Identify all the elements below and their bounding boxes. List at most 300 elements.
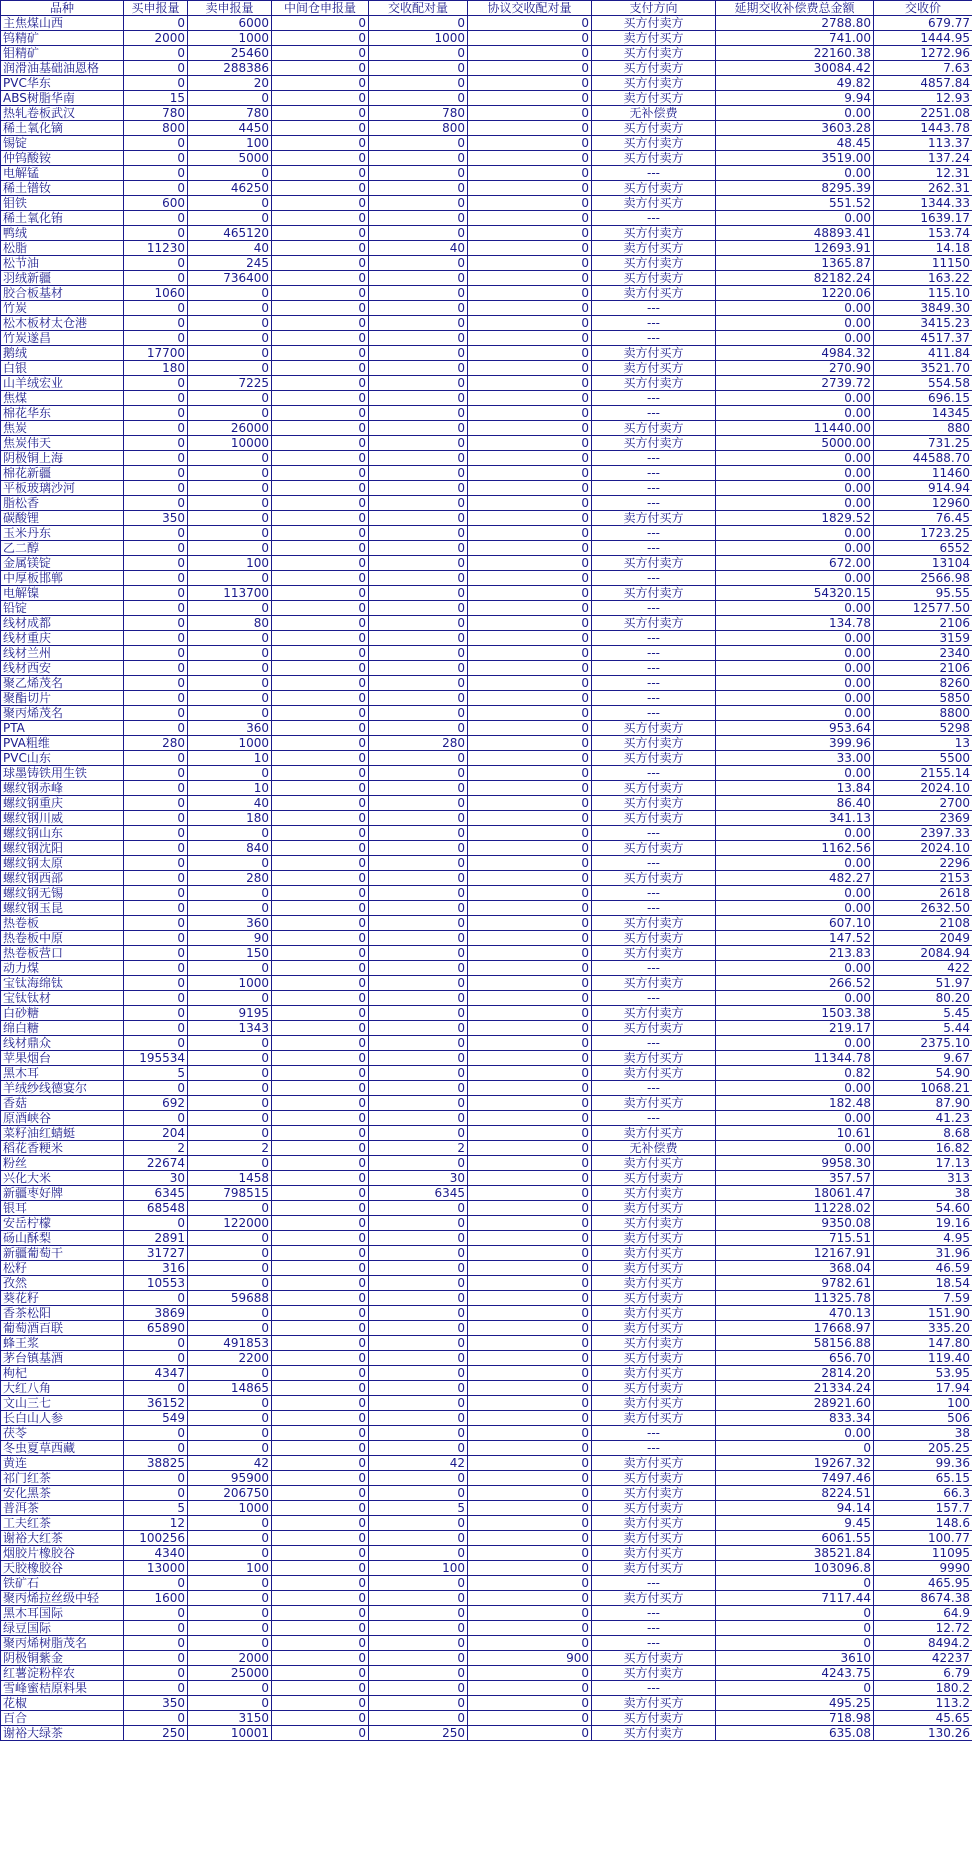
sell-qty-cell: 0 bbox=[188, 1126, 272, 1141]
compensation-total-cell: 9.45 bbox=[716, 1516, 874, 1531]
payment-direction-cell: 买方付卖方 bbox=[592, 151, 716, 166]
compensation-total-cell: 48893.41 bbox=[716, 226, 874, 241]
settlement-price-cell: 1723.25 bbox=[874, 526, 972, 541]
agreement-matched-qty-cell: 0 bbox=[468, 1486, 592, 1501]
settlement-price-cell: 7.59 bbox=[874, 1291, 972, 1306]
matched-qty-cell: 0 bbox=[369, 901, 468, 916]
intermediate-qty-cell: 0 bbox=[272, 766, 369, 781]
buy-qty-cell: 0 bbox=[124, 721, 188, 736]
compensation-total-cell: 30084.42 bbox=[716, 61, 874, 76]
agreement-matched-qty-cell: 0 bbox=[468, 361, 592, 376]
buy-qty-cell: 549 bbox=[124, 1411, 188, 1426]
sell-qty-cell: 0 bbox=[188, 1261, 272, 1276]
compensation-total-cell: 0.00 bbox=[716, 961, 874, 976]
intermediate-qty-cell: 0 bbox=[272, 841, 369, 856]
sell-qty-cell: 0 bbox=[188, 1201, 272, 1216]
variety-cell: 螺纹钢山东 bbox=[1, 826, 124, 841]
sell-qty-cell: 0 bbox=[188, 1111, 272, 1126]
settlement-price-cell: 38 bbox=[874, 1186, 972, 1201]
buy-qty-cell: 65890 bbox=[124, 1321, 188, 1336]
agreement-matched-qty-cell: 0 bbox=[468, 601, 592, 616]
table-row bbox=[1, 1081, 972, 1096]
agreement-matched-qty-cell: 0 bbox=[468, 1036, 592, 1051]
matched-qty-cell: 0 bbox=[369, 451, 468, 466]
payment-direction-cell: 买方付卖方 bbox=[592, 181, 716, 196]
compensation-total-cell: 7497.46 bbox=[716, 1471, 874, 1486]
buy-qty-cell: 0 bbox=[124, 1006, 188, 1021]
buy-qty-cell: 0 bbox=[124, 1636, 188, 1651]
settlement-price-cell: 100 bbox=[874, 1396, 972, 1411]
table-row bbox=[1, 1036, 972, 1051]
buy-qty-cell: 0 bbox=[124, 1666, 188, 1681]
compensation-total-cell: 741.00 bbox=[716, 31, 874, 46]
sell-qty-cell: 3150 bbox=[188, 1711, 272, 1726]
table-row bbox=[1, 586, 972, 601]
table-row bbox=[1, 766, 972, 781]
intermediate-qty-cell: 0 bbox=[272, 901, 369, 916]
buy-qty-cell: 195534 bbox=[124, 1051, 188, 1066]
payment-direction-cell: 买方付卖方 bbox=[592, 16, 716, 31]
buy-qty-cell: 0 bbox=[124, 1336, 188, 1351]
sell-qty-cell: 1000 bbox=[188, 31, 272, 46]
variety-cell: 黄连 bbox=[1, 1456, 124, 1471]
agreement-matched-qty-cell: 0 bbox=[468, 826, 592, 841]
agreement-matched-qty-cell: 0 bbox=[468, 31, 592, 46]
buy-qty-cell: 13000 bbox=[124, 1561, 188, 1576]
col-header-sell-qty: 卖申报量 bbox=[188, 1, 272, 16]
variety-cell: 阴极铜紫金 bbox=[1, 1651, 124, 1666]
buy-qty-cell: 0 bbox=[124, 856, 188, 871]
buy-qty-cell: 68548 bbox=[124, 1201, 188, 1216]
agreement-matched-qty-cell: 0 bbox=[468, 976, 592, 991]
table-row bbox=[1, 1411, 972, 1426]
table-row bbox=[1, 646, 972, 661]
buy-qty-cell: 204 bbox=[124, 1126, 188, 1141]
sell-qty-cell: 122000 bbox=[188, 1216, 272, 1231]
compensation-total-cell: 21334.24 bbox=[716, 1381, 874, 1396]
compensation-total-cell: 11325.78 bbox=[716, 1291, 874, 1306]
intermediate-qty-cell: 0 bbox=[272, 1231, 369, 1246]
agreement-matched-qty-cell: 0 bbox=[468, 1426, 592, 1441]
settlement-price-cell: 76.45 bbox=[874, 511, 972, 526]
payment-direction-cell: 卖方付买方 bbox=[592, 1396, 716, 1411]
compensation-total-cell: 2814.20 bbox=[716, 1366, 874, 1381]
buy-qty-cell: 0 bbox=[124, 211, 188, 226]
intermediate-qty-cell: 0 bbox=[272, 1576, 369, 1591]
variety-cell: 工夫红茶 bbox=[1, 1516, 124, 1531]
settlement-price-cell: 8260 bbox=[874, 676, 972, 691]
compensation-total-cell: 4243.75 bbox=[716, 1666, 874, 1681]
payment-direction-cell: --- bbox=[592, 526, 716, 541]
sell-qty-cell: 1000 bbox=[188, 1501, 272, 1516]
matched-qty-cell: 0 bbox=[369, 766, 468, 781]
intermediate-qty-cell: 0 bbox=[272, 1171, 369, 1186]
table-row bbox=[1, 886, 972, 901]
compensation-total-cell: 0 bbox=[716, 1681, 874, 1696]
sell-qty-cell: 42 bbox=[188, 1456, 272, 1471]
intermediate-qty-cell: 0 bbox=[272, 511, 369, 526]
sell-qty-cell: 0 bbox=[188, 1066, 272, 1081]
variety-cell: 枸杞 bbox=[1, 1366, 124, 1381]
table-row bbox=[1, 1486, 972, 1501]
intermediate-qty-cell: 0 bbox=[272, 1681, 369, 1696]
sell-qty-cell: 360 bbox=[188, 916, 272, 931]
settlement-price-cell: 163.22 bbox=[874, 271, 972, 286]
compensation-total-cell: 470.13 bbox=[716, 1306, 874, 1321]
sell-qty-cell: 0 bbox=[188, 631, 272, 646]
table-row bbox=[1, 211, 972, 226]
intermediate-qty-cell: 0 bbox=[272, 136, 369, 151]
payment-direction-cell: --- bbox=[592, 451, 716, 466]
payment-direction-cell: 无补偿费 bbox=[592, 1141, 716, 1156]
settlement-price-cell: 51.97 bbox=[874, 976, 972, 991]
settlement-price-cell: 262.31 bbox=[874, 181, 972, 196]
settlement-price-cell: 313 bbox=[874, 1171, 972, 1186]
table-row bbox=[1, 1156, 972, 1171]
intermediate-qty-cell: 0 bbox=[272, 1636, 369, 1651]
variety-cell: 祁门红茶 bbox=[1, 1471, 124, 1486]
payment-direction-cell: 买方付卖方 bbox=[592, 736, 716, 751]
payment-direction-cell: --- bbox=[592, 301, 716, 316]
compensation-total-cell: 54320.15 bbox=[716, 586, 874, 601]
variety-cell: 润滑油基础油恩格 bbox=[1, 61, 124, 76]
intermediate-qty-cell: 0 bbox=[272, 121, 369, 136]
agreement-matched-qty-cell: 0 bbox=[468, 1051, 592, 1066]
matched-qty-cell: 0 bbox=[369, 316, 468, 331]
table-row bbox=[1, 1321, 972, 1336]
payment-direction-cell: 买方付卖方 bbox=[592, 1006, 716, 1021]
variety-cell: 热卷板营口 bbox=[1, 946, 124, 961]
table-row bbox=[1, 1186, 972, 1201]
matched-qty-cell: 0 bbox=[369, 496, 468, 511]
compensation-total-cell: 1503.38 bbox=[716, 1006, 874, 1021]
settlement-price-cell: 8674.38 bbox=[874, 1591, 972, 1606]
payment-direction-cell: --- bbox=[592, 211, 716, 226]
payment-direction-cell: 买方付卖方 bbox=[592, 61, 716, 76]
agreement-matched-qty-cell: 0 bbox=[468, 856, 592, 871]
buy-qty-cell: 0 bbox=[124, 316, 188, 331]
variety-cell: 稀土镨钕 bbox=[1, 181, 124, 196]
payment-direction-cell: 买方付卖方 bbox=[592, 586, 716, 601]
agreement-matched-qty-cell: 0 bbox=[468, 916, 592, 931]
sell-qty-cell: 0 bbox=[188, 961, 272, 976]
settlement-price-cell: 80.20 bbox=[874, 991, 972, 1006]
agreement-matched-qty-cell: 0 bbox=[468, 1501, 592, 1516]
intermediate-qty-cell: 0 bbox=[272, 1561, 369, 1576]
table-row bbox=[1, 496, 972, 511]
variety-cell: 金属镁锭 bbox=[1, 556, 124, 571]
table-row bbox=[1, 511, 972, 526]
compensation-total-cell: 219.17 bbox=[716, 1021, 874, 1036]
buy-qty-cell: 0 bbox=[124, 691, 188, 706]
table-row bbox=[1, 1066, 972, 1081]
variety-cell: 锡锭 bbox=[1, 136, 124, 151]
compensation-total-cell: 399.96 bbox=[716, 736, 874, 751]
table-row bbox=[1, 1051, 972, 1066]
sell-qty-cell: 46250 bbox=[188, 181, 272, 196]
matched-qty-cell: 0 bbox=[369, 811, 468, 826]
settlement-price-cell: 2106 bbox=[874, 661, 972, 676]
variety-cell: 中厚板邯郸 bbox=[1, 571, 124, 586]
payment-direction-cell: 卖方付买方 bbox=[592, 1051, 716, 1066]
payment-direction-cell: --- bbox=[592, 1621, 716, 1636]
buy-qty-cell: 0 bbox=[124, 226, 188, 241]
sell-qty-cell: 280 bbox=[188, 871, 272, 886]
table-row bbox=[1, 1531, 972, 1546]
agreement-matched-qty-cell: 0 bbox=[468, 631, 592, 646]
buy-qty-cell: 0 bbox=[124, 301, 188, 316]
intermediate-qty-cell: 0 bbox=[272, 916, 369, 931]
settlement-price-cell: 1639.17 bbox=[874, 211, 972, 226]
settlement-price-cell: 41.23 bbox=[874, 1111, 972, 1126]
matched-qty-cell: 0 bbox=[369, 946, 468, 961]
table-row bbox=[1, 706, 972, 721]
matched-qty-cell: 0 bbox=[369, 136, 468, 151]
variety-cell: 阴极铜上海 bbox=[1, 451, 124, 466]
sell-qty-cell: 9195 bbox=[188, 1006, 272, 1021]
payment-direction-cell: 卖方付买方 bbox=[592, 1126, 716, 1141]
intermediate-qty-cell: 0 bbox=[272, 1321, 369, 1336]
table-row bbox=[1, 856, 972, 871]
buy-qty-cell: 0 bbox=[124, 961, 188, 976]
settlement-price-cell: 880 bbox=[874, 421, 972, 436]
sell-qty-cell: 1000 bbox=[188, 976, 272, 991]
intermediate-qty-cell: 0 bbox=[272, 421, 369, 436]
sell-qty-cell: 14865 bbox=[188, 1381, 272, 1396]
sell-qty-cell: 465120 bbox=[188, 226, 272, 241]
agreement-matched-qty-cell: 0 bbox=[468, 136, 592, 151]
matched-qty-cell: 0 bbox=[369, 586, 468, 601]
compensation-total-cell: 13.84 bbox=[716, 781, 874, 796]
sell-qty-cell: 100 bbox=[188, 1561, 272, 1576]
variety-cell: 钼精矿 bbox=[1, 46, 124, 61]
intermediate-qty-cell: 0 bbox=[272, 196, 369, 211]
agreement-matched-qty-cell: 0 bbox=[468, 76, 592, 91]
variety-cell: 脂松香 bbox=[1, 496, 124, 511]
settlement-price-cell: 2108 bbox=[874, 916, 972, 931]
buy-qty-cell: 0 bbox=[124, 1381, 188, 1396]
intermediate-qty-cell: 0 bbox=[272, 1111, 369, 1126]
buy-qty-cell: 0 bbox=[124, 871, 188, 886]
table-row bbox=[1, 61, 972, 76]
col-header-agreement-matched-qty: 协议交收配对量 bbox=[468, 1, 592, 16]
sell-qty-cell: 0 bbox=[188, 316, 272, 331]
intermediate-qty-cell: 0 bbox=[272, 1396, 369, 1411]
settlement-price-cell: 1272.96 bbox=[874, 46, 972, 61]
table-row bbox=[1, 1126, 972, 1141]
intermediate-qty-cell: 0 bbox=[272, 556, 369, 571]
compensation-total-cell: 9782.61 bbox=[716, 1276, 874, 1291]
compensation-total-cell: 0.00 bbox=[716, 316, 874, 331]
payment-direction-cell: 买方付卖方 bbox=[592, 556, 716, 571]
payment-direction-cell: --- bbox=[592, 1426, 716, 1441]
agreement-matched-qty-cell: 0 bbox=[468, 1381, 592, 1396]
sell-qty-cell: 0 bbox=[188, 1441, 272, 1456]
agreement-matched-qty-cell: 0 bbox=[468, 226, 592, 241]
buy-qty-cell: 2000 bbox=[124, 31, 188, 46]
compensation-total-cell: 33.00 bbox=[716, 751, 874, 766]
sell-qty-cell: 20 bbox=[188, 76, 272, 91]
buy-qty-cell: 280 bbox=[124, 736, 188, 751]
matched-qty-cell: 0 bbox=[369, 301, 468, 316]
table-row bbox=[1, 721, 972, 736]
matched-qty-cell: 0 bbox=[369, 1651, 468, 1666]
variety-cell: 线材重庆 bbox=[1, 631, 124, 646]
compensation-total-cell: 0.00 bbox=[716, 541, 874, 556]
matched-qty-cell: 0 bbox=[369, 1351, 468, 1366]
matched-qty-cell: 0 bbox=[369, 1636, 468, 1651]
intermediate-qty-cell: 0 bbox=[272, 1096, 369, 1111]
table-row bbox=[1, 1501, 972, 1516]
table-row bbox=[1, 16, 972, 31]
payment-direction-cell: --- bbox=[592, 1636, 716, 1651]
variety-cell: 孜然 bbox=[1, 1276, 124, 1291]
intermediate-qty-cell: 0 bbox=[272, 1051, 369, 1066]
agreement-matched-qty-cell: 0 bbox=[468, 1186, 592, 1201]
variety-cell: 螺纹钢太原 bbox=[1, 856, 124, 871]
intermediate-qty-cell: 0 bbox=[272, 946, 369, 961]
buy-qty-cell: 0 bbox=[124, 1081, 188, 1096]
buy-qty-cell: 0 bbox=[124, 331, 188, 346]
variety-cell: 棉花新疆 bbox=[1, 466, 124, 481]
payment-direction-cell: --- bbox=[592, 571, 716, 586]
table-row bbox=[1, 781, 972, 796]
agreement-matched-qty-cell: 0 bbox=[468, 1396, 592, 1411]
compensation-total-cell: 0.00 bbox=[716, 526, 874, 541]
payment-direction-cell: --- bbox=[592, 541, 716, 556]
intermediate-qty-cell: 0 bbox=[272, 1621, 369, 1636]
buy-qty-cell: 0 bbox=[124, 451, 188, 466]
intermediate-qty-cell: 0 bbox=[272, 481, 369, 496]
agreement-matched-qty-cell: 0 bbox=[468, 16, 592, 31]
intermediate-qty-cell: 0 bbox=[272, 1441, 369, 1456]
variety-cell: 雪峰蜜桔原料果 bbox=[1, 1681, 124, 1696]
payment-direction-cell: 卖方付买方 bbox=[592, 286, 716, 301]
variety-cell: 大红八角 bbox=[1, 1381, 124, 1396]
variety-cell: 焦煤 bbox=[1, 391, 124, 406]
compensation-total-cell: 270.90 bbox=[716, 361, 874, 376]
payment-direction-cell: --- bbox=[592, 1441, 716, 1456]
matched-qty-cell: 0 bbox=[369, 181, 468, 196]
compensation-total-cell: 0.00 bbox=[716, 1036, 874, 1051]
compensation-total-cell: 213.83 bbox=[716, 946, 874, 961]
matched-qty-cell: 0 bbox=[369, 1426, 468, 1441]
agreement-matched-qty-cell: 0 bbox=[468, 406, 592, 421]
settlement-price-cell: 2153 bbox=[874, 871, 972, 886]
agreement-matched-qty-cell: 0 bbox=[468, 706, 592, 721]
intermediate-qty-cell: 0 bbox=[272, 226, 369, 241]
settlement-price-cell: 5298 bbox=[874, 721, 972, 736]
settlement-price-cell: 3159 bbox=[874, 631, 972, 646]
matched-qty-cell: 0 bbox=[369, 166, 468, 181]
payment-direction-cell: 卖方付买方 bbox=[592, 1066, 716, 1081]
agreement-matched-qty-cell: 0 bbox=[468, 1141, 592, 1156]
compensation-total-cell: 0.00 bbox=[716, 991, 874, 1006]
variety-cell: 普洱茶 bbox=[1, 1501, 124, 1516]
settlement-price-cell: 2618 bbox=[874, 886, 972, 901]
buy-qty-cell: 0 bbox=[124, 61, 188, 76]
buy-qty-cell: 0 bbox=[124, 826, 188, 841]
matched-qty-cell: 0 bbox=[369, 631, 468, 646]
matched-qty-cell: 0 bbox=[369, 1336, 468, 1351]
agreement-matched-qty-cell: 0 bbox=[468, 1546, 592, 1561]
compensation-total-cell: 3519.00 bbox=[716, 151, 874, 166]
payment-direction-cell: 卖方付买方 bbox=[592, 1516, 716, 1531]
buy-qty-cell: 350 bbox=[124, 511, 188, 526]
buy-qty-cell: 36152 bbox=[124, 1396, 188, 1411]
payment-direction-cell: 卖方付买方 bbox=[592, 1246, 716, 1261]
intermediate-qty-cell: 0 bbox=[272, 826, 369, 841]
buy-qty-cell: 0 bbox=[124, 1681, 188, 1696]
matched-qty-cell: 0 bbox=[369, 76, 468, 91]
variety-cell: 热轧卷板武汉 bbox=[1, 106, 124, 121]
intermediate-qty-cell: 0 bbox=[272, 871, 369, 886]
settlement-price-cell: 64.9 bbox=[874, 1606, 972, 1621]
sell-qty-cell: 4450 bbox=[188, 121, 272, 136]
agreement-matched-qty-cell: 0 bbox=[468, 691, 592, 706]
agreement-matched-qty-cell: 0 bbox=[468, 991, 592, 1006]
buy-qty-cell: 0 bbox=[124, 46, 188, 61]
intermediate-qty-cell: 0 bbox=[272, 676, 369, 691]
payment-direction-cell: 买方付卖方 bbox=[592, 751, 716, 766]
payment-direction-cell: --- bbox=[592, 991, 716, 1006]
sell-qty-cell: 206750 bbox=[188, 1486, 272, 1501]
compensation-total-cell: 28921.60 bbox=[716, 1396, 874, 1411]
payment-direction-cell: 卖方付买方 bbox=[592, 1306, 716, 1321]
settlement-price-cell: 8494.2 bbox=[874, 1636, 972, 1651]
payment-direction-cell: --- bbox=[592, 331, 716, 346]
sell-qty-cell: 0 bbox=[188, 1246, 272, 1261]
variety-cell: 球墨铸铁用生铁 bbox=[1, 766, 124, 781]
settlement-price-cell: 8800 bbox=[874, 706, 972, 721]
settlement-price-cell: 87.90 bbox=[874, 1096, 972, 1111]
agreement-matched-qty-cell: 0 bbox=[468, 766, 592, 781]
compensation-total-cell: 9958.30 bbox=[716, 1156, 874, 1171]
sell-qty-cell: 0 bbox=[188, 1546, 272, 1561]
table-row bbox=[1, 1516, 972, 1531]
buy-qty-cell: 0 bbox=[124, 391, 188, 406]
variety-cell: 安化黑茶 bbox=[1, 1486, 124, 1501]
buy-qty-cell: 0 bbox=[124, 1111, 188, 1126]
variety-cell: PVC华东 bbox=[1, 76, 124, 91]
sell-qty-cell: 40 bbox=[188, 241, 272, 256]
variety-cell: 聚丙烯茂名 bbox=[1, 706, 124, 721]
intermediate-qty-cell: 0 bbox=[272, 661, 369, 676]
settlement-price-cell: 4.95 bbox=[874, 1231, 972, 1246]
settlement-price-cell: 113.37 bbox=[874, 136, 972, 151]
table-row bbox=[1, 1726, 972, 1741]
sell-qty-cell: 0 bbox=[188, 1366, 272, 1381]
sell-qty-cell: 0 bbox=[188, 496, 272, 511]
compensation-total-cell: 48.45 bbox=[716, 136, 874, 151]
intermediate-qty-cell: 0 bbox=[272, 1531, 369, 1546]
table-row bbox=[1, 256, 972, 271]
variety-cell: 螺纹钢玉昆 bbox=[1, 901, 124, 916]
table-row bbox=[1, 1366, 972, 1381]
agreement-matched-qty-cell: 0 bbox=[468, 676, 592, 691]
compensation-total-cell: 4984.32 bbox=[716, 346, 874, 361]
settlement-price-cell: 2024.10 bbox=[874, 841, 972, 856]
compensation-total-cell: 0.00 bbox=[716, 766, 874, 781]
table-row bbox=[1, 1261, 972, 1276]
table-row bbox=[1, 616, 972, 631]
sell-qty-cell: 90 bbox=[188, 931, 272, 946]
intermediate-qty-cell: 0 bbox=[272, 1696, 369, 1711]
sell-qty-cell: 80 bbox=[188, 616, 272, 631]
compensation-total-cell: 17668.97 bbox=[716, 1321, 874, 1336]
settlement-price-cell: 12.93 bbox=[874, 91, 972, 106]
settlement-price-cell: 2375.10 bbox=[874, 1036, 972, 1051]
